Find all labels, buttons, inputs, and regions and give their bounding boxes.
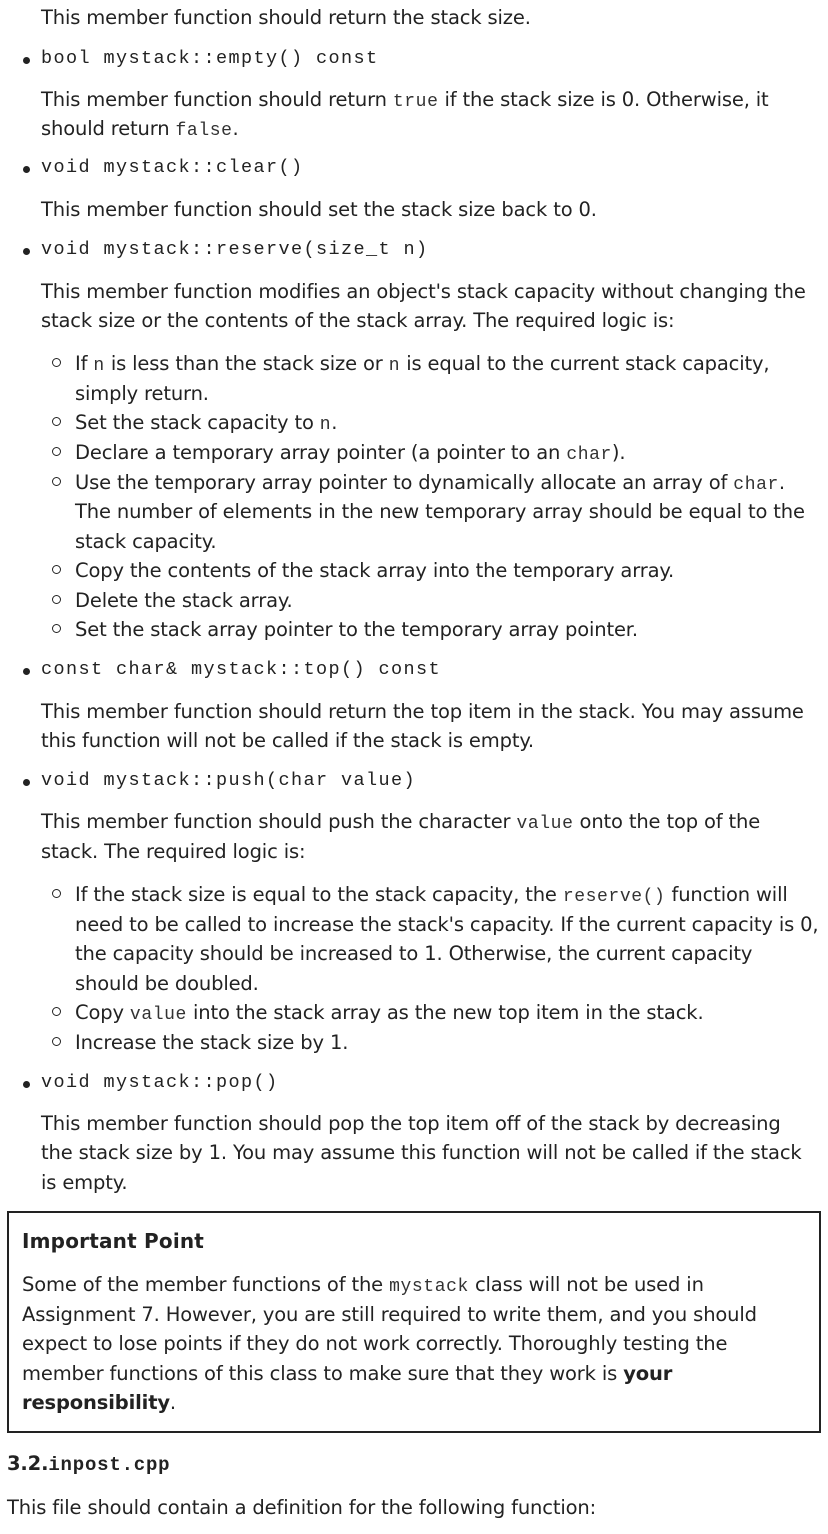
sub-bullet [52,624,61,633]
reserve-step4-line1: Use the temporary array pointer to dynamically allocate an array of char. [75,471,785,495]
bullet [23,166,30,173]
important-line2: Assignment 7. However, you are still required to write them, and you should [22,1303,757,1326]
bullet [23,779,30,786]
bullet [23,668,30,675]
push-step3: Increase the stack size by 1. [75,1031,349,1054]
sub-bullet [52,1037,61,1046]
sub-bullet [52,447,61,456]
pop-desc-line3: is empty. [41,1171,128,1194]
reserve-desc-line2: stack size or the contents of the stack array. The required logic is: [41,309,675,332]
section-heading: 3.2.inpost.cpp [7,1452,171,1476]
top-desc-line2: this function will not be called if the stack is empty. [41,729,534,752]
sub-bullet [52,417,61,426]
pop-desc-line1: This member function should pop the top item off of the stack by decreasing [41,1112,781,1135]
clear-signature: void mystack::clear() [41,157,304,178]
sub-bullet [52,477,61,486]
sub-bullet [52,358,61,367]
reserve-step5: Copy the contents of the stack array into the temporary array. [75,559,675,582]
empty-signature: bool mystack::empty() const [41,48,379,69]
push-step1-line2: need to be called to increase the stack's capacity. If the current capacity is 0, [75,913,819,936]
reserve-step4-line3: stack capacity. [75,530,217,553]
important-line5: responsibility. [22,1391,176,1414]
reserve-step1-line1: If n is less than the stack size or n is equal to the current stack capacity, [75,352,770,376]
push-step1-line1: If the stack size is equal to the stack capacity, the reserve() function will [75,883,788,907]
reserve-step6: Delete the stack array. [75,589,293,612]
reserve-signature: void mystack::reserve(size_t n) [41,239,429,260]
bullet [23,1081,30,1088]
push-step1-line4: should be doubled. [75,972,259,995]
sub-bullet [52,889,61,898]
top-signature: const char& mystack::top() const [41,659,442,680]
empty-desc-line2: should return false. [41,117,239,141]
important-line1: Some of the member functions of the mystack class will not be used in [22,1273,704,1297]
pop-desc-line2: the stack size by 1. You may assume this function will not be called if the stack [41,1141,802,1164]
reserve-step3: Declare a temporary array pointer (a pointer to an char). [75,441,626,465]
sub-bullet [52,595,61,604]
clear-desc: This member function should set the stack size back to 0. [41,198,597,221]
reserve-desc-line1: This member function modifies an object's stack capacity without changing the [41,280,806,303]
sub-bullet [52,1007,61,1016]
empty-desc-line1: This member function should return true if the stack size is 0. Otherwise, it [41,88,769,112]
reserve-step4-line2: The number of elements in the new temporary array should be equal to the [75,500,805,523]
bullet [23,248,30,255]
push-step1-line3: the capacity should be increased to 1. Otherwise, the current capacity [75,942,753,965]
push-desc-line2: stack. The required logic is: [41,840,306,863]
push-signature: void mystack::push(char value) [41,770,417,791]
push-step2: Copy value into the stack array as the new top item in the stack. [75,1001,704,1025]
bullet [23,57,30,64]
reserve-step2: Set the stack capacity to n. [75,411,338,435]
section-intro: This file should contain a definition for the following function: [7,1496,597,1519]
size-desc: This member function should return the stack size. [41,6,531,29]
important-title: Important Point [22,1229,205,1253]
important-line4: member functions of this class to make sure that they work is your [22,1362,673,1385]
important-line3: expect to lose points if they do not work correctly. Thoroughly testing the [22,1332,728,1355]
pop-signature: void mystack::pop() [41,1072,279,1093]
sub-bullet [52,565,61,574]
push-desc-line1: This member function should push the character value onto the top of the [41,810,761,834]
reserve-step1-line2: simply return. [75,382,209,405]
top-desc-line1: This member function should return the top item in the stack. You may assume [41,700,804,723]
reserve-step7: Set the stack array pointer to the temporary array pointer. [75,618,638,641]
